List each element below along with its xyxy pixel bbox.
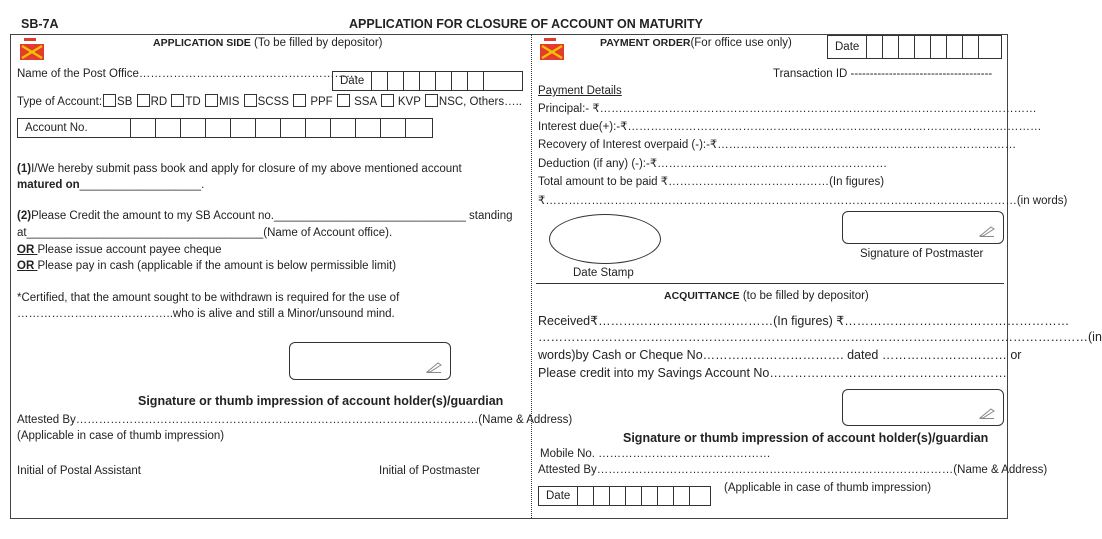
vertical-divider [531,34,532,518]
postmaster-signature-box[interactable] [842,211,1004,244]
checkbox-td[interactable] [171,94,184,107]
para1-line2: matured on___________________. [17,179,205,191]
recovery-field[interactable]: Recovery of Interest overpaid (-):-₹…………………………………………………………………… [538,139,1017,151]
attested-left[interactable]: Attested By……………………………………………………………………………………………(Name & Address) [17,414,573,426]
acquittance-title: ACQUITTANCE (to be filled by depositor) [664,290,869,302]
india-post-logo [18,36,48,66]
amount-in-words-field[interactable]: ₹……………………………………………………………………………………………………………(in words) [538,195,1068,207]
transaction-id[interactable]: Transaction ID ------------------------------------- [773,68,993,80]
initial-postmaster: Initial of Postmaster [379,465,480,477]
certified-line2: …………………………………..who is alive and still a Minor/unsound mind. [17,308,395,320]
account-no-boxes[interactable] [17,118,433,138]
application-side-title: APPLICATION SIDE (To be filled by depositor) [153,37,383,49]
payment-order-title: PAYMENT ORDER(For office use only) [600,37,792,49]
checkbox-ssa[interactable] [337,94,350,107]
para1-line1: (1)I/We hereby submit pass book and apply for closure of my above mentioned account [17,163,462,175]
received-field[interactable]: Received₹……………………………………(In figures) ₹……………………………………………… [538,314,1070,328]
applicable-right: (Applicable in case of thumb impression) [724,482,932,494]
payment-date-boxes[interactable] [827,35,1002,59]
checkbox-kvp[interactable] [381,94,394,107]
pen-icon [426,361,442,373]
section-divider [536,283,1004,284]
or-cash: OR Please pay in cash (applicable if the amount is below permissible limit) [17,260,397,272]
received-in-words-field[interactable]: ……………………………………………………………………………………………………………………(in [538,330,1102,344]
checkbox-nsc-others[interactable] [425,94,438,107]
date-boxes[interactable] [332,71,523,91]
applicable-left: (Applicable in case of thumb impression) [17,430,225,442]
cash-cheque-field[interactable]: words)by Cash or Cheque No……………………………. dated ………………………… or [538,348,1022,362]
type-label: Type of Account: [17,96,103,108]
form-code: SB-7A [21,17,59,31]
interest-due-field[interactable]: Interest due(+):-₹……………………………………………………………………………………………… [538,121,1042,133]
attested-right[interactable]: Attested By…………………………………………………………………………………(Name & Address) [538,464,1048,476]
deduction-field[interactable]: Deduction (if any) (-):-₹…………………………………………………… [538,158,888,170]
date-label: Date [539,487,578,505]
checkbox-scss[interactable] [244,94,257,107]
signature-box-right[interactable] [842,389,1004,426]
account-type-row: Type of Account: SB RD TD MIS SCSS PPF SSA KVP NSC, Others….. [17,96,522,108]
signature-caption-right: Signature or thumb impression of account holder(s)/guardian [623,431,989,445]
acquittance-date-boxes[interactable] [538,486,711,506]
postmaster-signature-label: Signature of Postmaster [860,248,984,260]
para2-line1: (2)Please Credit the amount to my SB Account no.______________________________ standing [17,210,513,222]
date-label: Date [333,72,372,90]
post-office-field[interactable]: Name of the Post Office………………………………………………… [17,68,358,80]
or-cheque: OR Please issue account payee cheque [17,244,222,256]
date-stamp-label: Date Stamp [573,267,634,279]
checkbox-sb[interactable] [103,94,116,107]
mobile-field[interactable]: Mobile No. ……………………………………… [540,448,771,460]
certified-line1: *Certified, that the amount sought to be withdrawn is required for the use of [17,292,400,304]
date-stamp-oval [549,214,661,264]
form-title: APPLICATION FOR CLOSURE OF ACCOUNT ON MATURITY [349,17,703,31]
total-field[interactable]: Total amount to be paid ₹……………………………………(In figures) [538,176,885,188]
checkbox-ppf[interactable] [293,94,306,107]
checkbox-mis[interactable] [205,94,218,107]
india-post-logo [538,36,568,66]
account-no-label: Account No. [18,119,131,137]
pen-icon [979,407,995,419]
date-label: Date [828,36,867,58]
initial-postal-assistant: Initial of Postal Assistant [17,465,142,477]
matured-on-field[interactable]: ___________________. [79,179,205,191]
principal-field[interactable]: Principal:- ₹…………………………………………………………………………………………………… [538,103,1037,115]
payment-details-heading: Payment Details [538,85,622,97]
checkbox-rd[interactable] [137,94,150,107]
credit-savings-field[interactable]: Please credit into my Savings Account No………………………………………………… [538,366,1007,380]
signature-box-left[interactable] [289,342,451,380]
signature-caption-left: Signature or thumb impression of account holder(s)/guardian [138,394,504,408]
para2-line2: at_____________________________________(Name of Account office). [17,227,393,239]
pen-icon [979,225,995,237]
